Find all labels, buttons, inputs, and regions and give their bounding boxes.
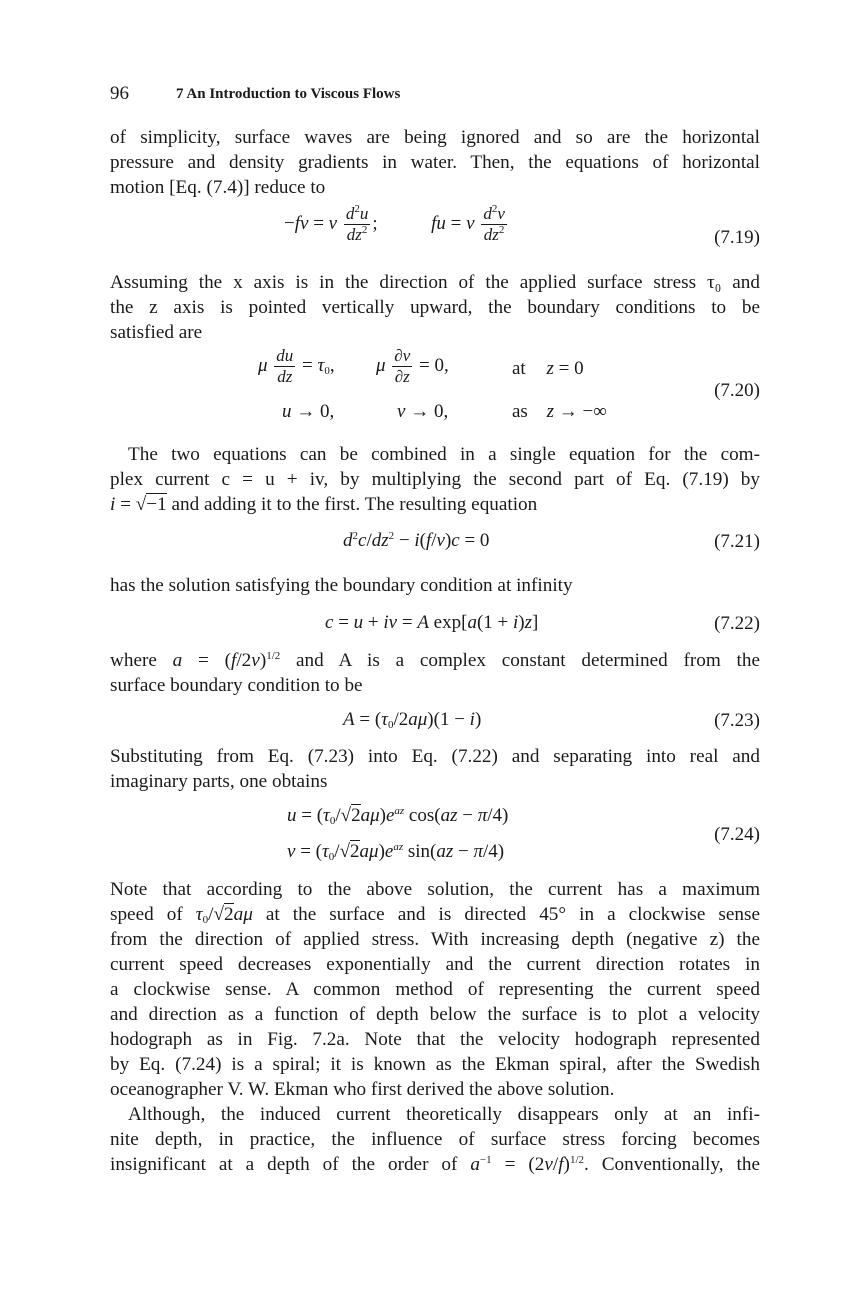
paragraph-boundary (110, 270, 760, 345)
paragraph-combine (110, 442, 760, 517)
text-line: has the solution satisfying the boundary condition at infinity (110, 575, 573, 596)
text-line: hodograph as in Fig. 7.2a. Note that the velocity hodograph represented (110, 1029, 760, 1050)
text-line: surface boundary condition to be (110, 675, 363, 696)
text-line: of simplicity, surface waves are being ignored and so are the horizontal (110, 127, 760, 148)
text-line: Although, the induced current theoretically disappears only at an infi- (128, 1104, 760, 1125)
text-line: imaginary parts, one obtains (110, 771, 328, 792)
equation-7-22: c = u + iv = A exp[a(1 + i)z] (325, 612, 539, 633)
as-label: as (512, 401, 528, 422)
equation-number: (7.21) (714, 531, 760, 552)
text-line: where $a = (f/2\nu)^{1/2}$ and A is a complex constant determined from the (110, 650, 760, 671)
page-number: 96 (110, 83, 129, 104)
text-line: satisfied are (110, 322, 203, 343)
equation-7-19: −fv = ν $\frac{d^2u}{dz^2}$ ; fu = ν $\frac{d^2v}{dz^2}$ (284, 203, 505, 244)
text-line: pressure and density gradients in water. Then, the equations of horizontal (110, 152, 760, 173)
text-line: motion [Eq. (7.4)] reduce to (110, 177, 326, 198)
paragraph-constant (110, 648, 760, 698)
text-line: The two equations can be combined in a single equation for the com- (128, 444, 760, 465)
text-line: and direction as a function of depth below the surface is to plot a velocity (110, 1004, 760, 1025)
text-line: from the direction of applied stress. With increasing depth (negative z) the (110, 929, 760, 950)
equation-7-21: $d^2c/dz^2 - i(f/\nu)c = 0$ (343, 530, 490, 551)
chapter-title: 7 An Introduction to Viscous Flows (176, 86, 401, 102)
equation-number: (7.23) (714, 710, 760, 731)
text-line: Substituting from Eq. (7.23) into Eq. (7.22) and separating into real and (110, 746, 760, 767)
text-line: i = √−1 and adding it to the first. The resulting equation (110, 494, 538, 515)
paragraph-substitute (110, 744, 760, 794)
equation-number: (7.19) (714, 227, 760, 248)
paragraph-intro (110, 125, 760, 200)
text-line: nite depth, in practice, the influence of surface stress forcing becomes (110, 1129, 760, 1150)
text-line: Note that according to the above solution, the current has a maximum (110, 879, 760, 900)
text-line: current speed decreases exponentially and the current direction rotates in (110, 954, 760, 975)
equation-number: (7.24) (714, 824, 760, 845)
running-head (110, 83, 770, 105)
paragraph-solution (110, 573, 760, 598)
equation-number: (7.22) (714, 613, 760, 634)
equation-7-24: $u = (\tau_0/√2a\mu)e^{az}$ cos(az − π/4) $v = (\tau_0/√2a\mu)e^{az}$ sin(az − π/4) (287, 805, 509, 863)
text-line: speed of $\tau_0/√2a\mu$ at the surface and is directed 45° in a clockwise sense (110, 904, 760, 926)
equation-7-23: $A = (\tau_0/2a\mu)(1 - i)$ (343, 709, 482, 731)
paragraph-depth (110, 1102, 760, 1177)
text-line: Assuming the x axis is in the direction of the applied surface stress τ₀ and (110, 272, 760, 293)
text-line: a clockwise sense. A common method of representing the current speed (110, 979, 760, 1000)
at-label: at (512, 358, 526, 379)
equation-7-20: μ $\frac{du}{dz}$ = $\tau_0$, μ $\frac{\partial v}{\partial z}$ = 0, at z = 0 u → 0, v → 0, as z → −∞ (258, 346, 607, 422)
text-line: plex current c = u + iv, by multiplying the second part of Eq. (7.19) by (110, 469, 760, 490)
paragraph-ekman (110, 877, 760, 1102)
text-line: insignificant at a depth of the order of $a^{-1} = (2\nu/f)^{1/2}$. Conventionally, the (110, 1154, 760, 1175)
equation-number: (7.20) (714, 380, 760, 401)
text-line: oceanographer V. W. Ekman who first derived the above solution. (110, 1079, 615, 1100)
text-line: the z axis is pointed vertically upward, the boundary conditions to be (110, 297, 760, 318)
text-line: by Eq. (7.24) is a spiral; it is known as the Ekman spiral, after the Swedish (110, 1054, 760, 1075)
